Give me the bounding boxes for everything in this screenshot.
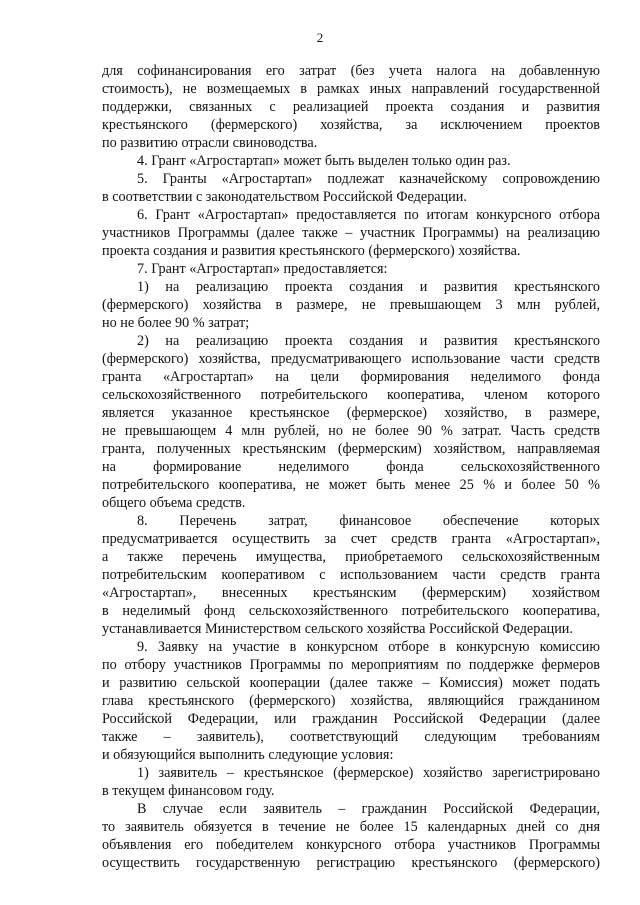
text-line: 1) заявитель – крестьянское (фермерское) хозяйство зарегистрировано <box>137 765 600 781</box>
text-line: 5. Гранты «Агростартап» подлежат казначейскому сопровождению <box>137 171 600 187</box>
text-line: по отбору участников Программы по мероприятиям по поддержке фермеров <box>102 657 600 673</box>
text-line: «Агростартап», внесенных крестьянским (фермерским) хозяйством <box>102 585 600 601</box>
text-line: устанавливается Министерством сельского хозяйства Российской Федерации. <box>102 621 573 637</box>
text-line: на формирование неделимого фонда сельскохозяйственного <box>102 459 600 475</box>
text-line: не превышающем 4 млн рублей, но не более 90 % затрат. Часть средств <box>102 423 600 439</box>
text-line: в соответствии с законодательством Российской Федерации. <box>102 189 467 205</box>
text-line: (фермерского) хозяйства, предусматривающего использование части средств <box>102 351 600 367</box>
text-line: но не более 90 % затрат; <box>102 315 250 331</box>
text-line: гранта, полученных крестьянским (фермерским) хозяйством, направляемая <box>102 441 600 457</box>
text-line: 8. Перечень затрат, финансовое обеспечение которых <box>137 513 600 529</box>
text-line: в текущем финансовом году. <box>102 783 275 799</box>
text-line: общего объема средств. <box>102 495 246 511</box>
text-line: также – заявитель), соответствующий следующим требованиям <box>102 729 600 745</box>
text-line: участников Программы (далее также – участник Программы) на реализацию <box>102 225 600 241</box>
text-line: потребительского кооператива, не может быть менее 25 % и более 50 % <box>102 477 600 493</box>
text-line: в неделимый фонд сельскохозяйственного потребительского кооператива, <box>102 603 600 619</box>
text-line: 9. Заявку на участие в конкурсном отборе в конкурсную комиссию <box>137 639 600 655</box>
text-line: 6. Грант «Агростартап» предоставляется по итогам конкурсного отбора <box>137 207 600 223</box>
text-line: В случае если заявитель – гражданин Российской Федерации, <box>137 801 600 817</box>
text-line: то заявитель обязуется в течение не более 15 календарных дней со дня <box>102 819 600 835</box>
text-line: для софинансирования его затрат (без учета налога на добавленную <box>102 63 600 79</box>
text-line: по развитию отрасли свиноводства. <box>102 135 318 151</box>
text-line: Российской Федерации, или гражданин Российской Федерации (далее <box>102 711 600 727</box>
text-line: а также перечень имущества, приобретаемого сельскохозяйственным <box>102 549 600 565</box>
text-line: стоимость), не возмещаемых в рамках иных направлений государственной <box>102 81 600 97</box>
text-line: является указанное крестьянское (фермерское) хозяйство, в размере, <box>102 405 600 421</box>
text-line: крестьянского (фермерского) хозяйства, за исключением проектов <box>102 117 600 133</box>
text-line: гранта «Агростартап» на цели формирования неделимого фонда <box>102 369 600 385</box>
text-line: потребительским кооперативом с использованием части средств гранта <box>102 567 600 583</box>
page-number: 2 <box>316 30 324 45</box>
text-line: поддержки, связанных с реализацией проекта создания и развития <box>102 99 600 115</box>
text-line: и обязующийся выполнить следующие условия: <box>102 747 394 763</box>
text-line: сельскохозяйственного потребительского кооператива, членом которого <box>102 387 600 403</box>
text-line: 2) на реализацию проекта создания и развития крестьянского <box>137 333 600 349</box>
text-line: 4. Грант «Агростартап» может быть выделен только один раз. <box>137 153 511 169</box>
text-line: объявления его победителем конкурсного отбора участников Программы <box>102 837 600 853</box>
text-line: осуществить государственную регистрацию крестьянского (фермерского) <box>102 855 600 871</box>
text-line: проекта создания и развития крестьянского (фермерского) хозяйства. <box>102 243 521 259</box>
text-line: и развитию сельской кооперации (далее также – Комиссия) может подать <box>102 675 600 691</box>
text-line: (фермерского) хозяйства в размере, не превышающем 3 млн рублей, <box>102 297 600 313</box>
text-line: предусматривается осуществить за счет средств гранта «Агростартап», <box>102 531 600 547</box>
text-line: 7. Грант «Агростартап» предоставляется: <box>137 261 388 277</box>
text-line: 1) на реализацию проекта создания и развития крестьянского <box>137 279 600 295</box>
text-line: глава крестьянского (фермерского) хозяйства, являющийся гражданином <box>102 693 600 709</box>
